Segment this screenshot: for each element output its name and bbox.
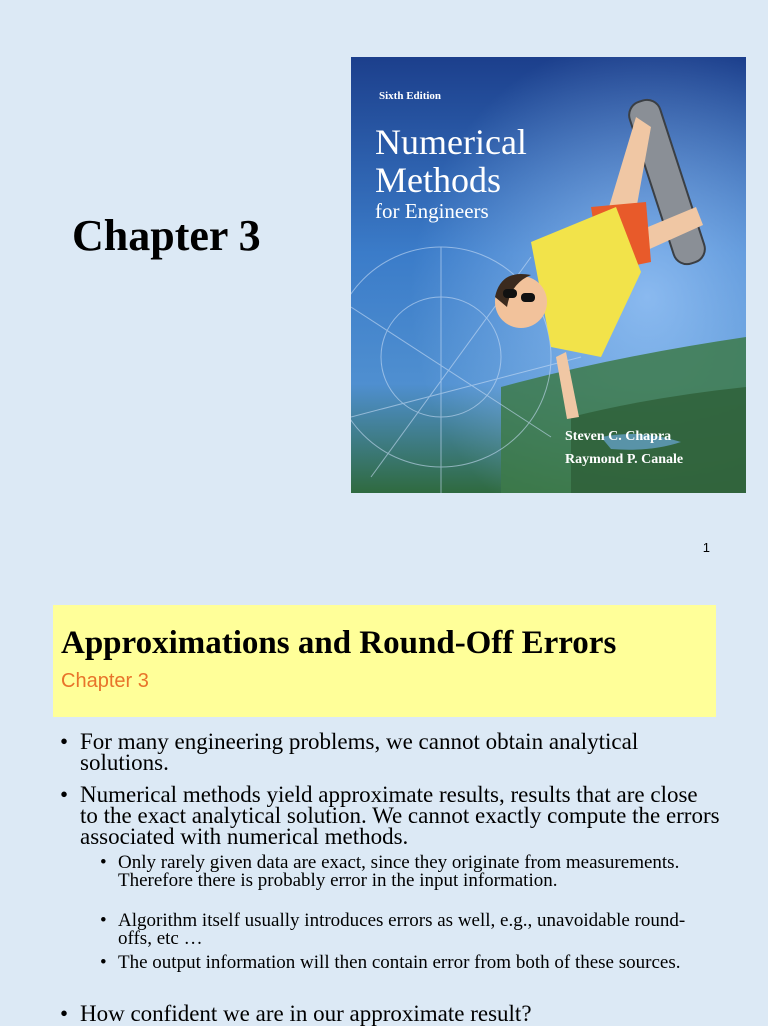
list-item <box>100 854 710 890</box>
slide-title-box <box>53 605 716 717</box>
bullet-text: For many engineering problems, we cannot obtain analytical solutions. <box>80 729 639 775</box>
bullet-icon: • <box>60 729 69 754</box>
bullet-text: How confident we are in our approximate result? <box>80 1001 532 1026</box>
slide-title: Approximations and Round-Off Errors <box>61 625 617 661</box>
sub-bullet-text: Algorithm itself usually introduces errors as well, e.g., unavoidable round-offs, etc … <box>118 910 686 949</box>
cover-authors <box>565 425 683 471</box>
list-item <box>100 954 710 972</box>
cover-title-line-3: for Engineers <box>375 199 489 223</box>
bullet-icon: • <box>100 910 107 931</box>
cover-author-1: Steven C. Chapra <box>565 429 672 444</box>
bullet-icon: • <box>60 782 69 807</box>
sub-bullet-text: The output information will then contain error from both of these sources. <box>118 952 681 973</box>
list-item <box>60 1003 720 1024</box>
bullet-icon: • <box>60 1001 69 1026</box>
list-item <box>60 731 720 773</box>
chapter-title: Chapter 3 <box>72 211 261 260</box>
bullet-text: Numerical methods yield approximate results, results that are close to the exact analytical solution. We cannot exactly compute the errors associated with numerical methods. <box>80 782 720 849</box>
page-number: 1 <box>702 540 710 555</box>
cover-title-line-1: Numerical <box>375 122 527 162</box>
cover-edition-label: Sixth Edition <box>379 90 442 102</box>
bullet-icon: • <box>100 952 107 973</box>
bullet-icon: • <box>100 852 107 873</box>
slide-subtitle: Chapter 3 <box>61 670 149 692</box>
cover-author-2: Raymond P. Canale <box>565 452 684 467</box>
cover-title <box>375 123 527 222</box>
list-item <box>100 912 710 948</box>
book-cover-image <box>351 57 746 493</box>
sub-bullet-text: Only rarely given data are exact, since they originate from measurements. Therefore there is probably error in the input information. <box>118 852 680 891</box>
list-item <box>60 784 720 847</box>
cover-title-line-2: Methods <box>375 160 501 200</box>
